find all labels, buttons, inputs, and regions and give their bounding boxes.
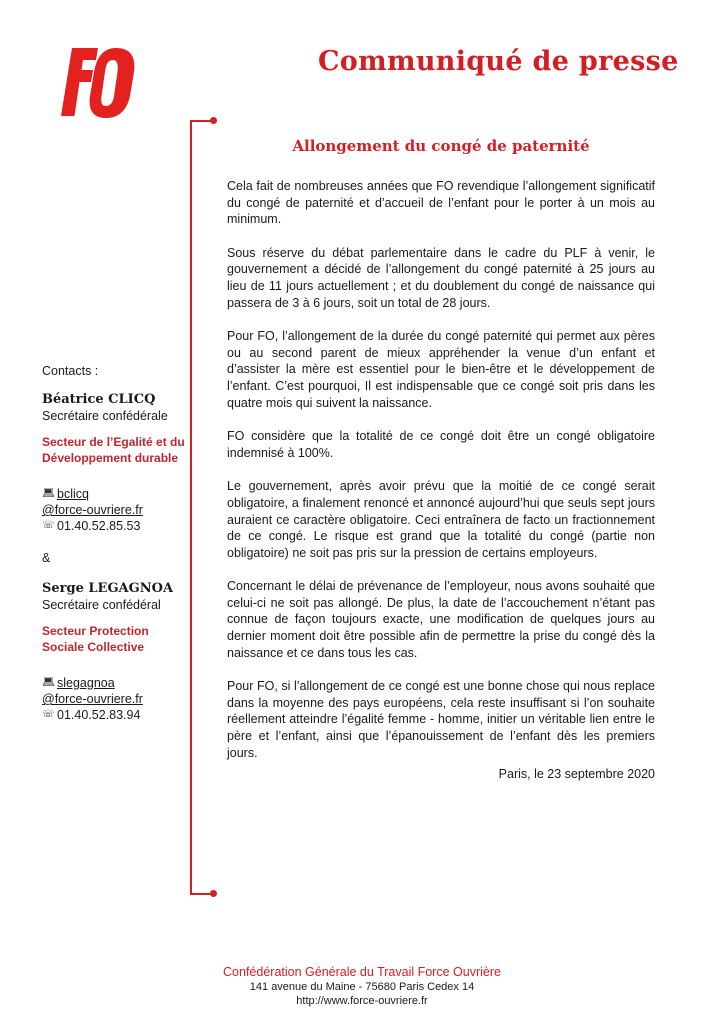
footer-website[interactable]: http://www.force-ouvriere.fr [296,995,428,1007]
phone-number: 01.40.52.85.53 [57,519,141,533]
decorative-dot [210,117,217,124]
contact-role: Secrétaire confédérale [42,409,168,423]
contact-card [42,580,192,723]
computer-icon: 💻︎ [42,677,55,688]
contact-email[interactable] [42,486,192,502]
article-body [227,178,655,778]
press-release-title: Communiqué de presse [318,46,679,77]
email-domain[interactable]: @force-ouvriere.fr [42,692,143,706]
sector-line: Secteur de l’Egalité et du [42,435,185,449]
page-footer [0,964,724,1008]
contact-name: Béatrice CLICQ [42,392,156,407]
contacts-separator: & [42,551,51,565]
footer-org: Confédération Générale du Travail Force Ouvrière [223,965,501,979]
article-title: Allongement du congé de paternité [292,137,590,155]
contact-phone [42,518,192,534]
contact-name: Serge LEGAGNOA [42,581,174,596]
contact-card [42,391,192,534]
contact-phone [42,707,192,723]
paragraph: Le gouvernement, après avoir prévu que la moitié de ce congé serait obligatoire, a finalement renoncé et annoncé aujourd’hui que seuls sept jours auraient ce caractère obligatoire. Ceci entraînera de facto un fractionnement de ce congé. Le risque est grand que la totalité du congé (partie non obligatoire) ne soit pas pris sur la pression de certains employeurs. [227,479,655,560]
email-user[interactable]: bclicq [57,487,89,501]
phone-icon: ☏ [42,709,55,720]
contact-sector [42,623,192,655]
contact-sector [42,434,192,466]
contact-role: Secrétaire confédéral [42,598,161,612]
decorative-dot [210,890,217,897]
sector-line: Sociale Collective [42,640,145,654]
paragraph: FO considère que la totalité de ce congé doit être un congé obligatoire indemnisé à 100%. [227,429,655,460]
contact-email-domain[interactable] [42,691,192,707]
contacts-sidebar [42,363,192,723]
phone-icon: ☏ [42,520,55,531]
paragraph: Concernant le délai de prévenance de l’employeur, nous avons souhaité que celui-ci ne soit pas allongé. De plus, la date de l’accouchement n’étant pas connue de façon toujours exacte, une modification de quelques jours au dernier moment doit être possible afin de permettre la prise du congé dès la naissance et ce dans tous les cas. [227,579,655,660]
paragraph: Pour FO, l’allongement de la durée du congé paternité qui permet aux pères ou au second parent de mieux appréhender la venue d’un enfant et d’assister la mère est essentiel pour le bien-être et le développement de l’enfant. C’est pourquoi, Il est indispensable que ce congé soit pris dans les quatre mois qui suivent la naissance. [227,329,655,410]
paragraph: Sous réserve du débat parlementaire dans le cadre du PLF à venir, le gouvernement a décidé de l’allongement du congé paternité à 25 jours au lieu de 11 jours actuellement ; et du doublement du congé de naissance qui passera de 3 à 6 jours, soit un total de 28 jours. [227,245,655,310]
date-signature: Paris, le 23 septembre 2020 [498,767,655,781]
footer-address: 141 avenue du Maine - 75680 Paris Cedex 14 [249,981,475,993]
contact-email[interactable] [42,675,192,691]
phone-number: 01.40.52.83.94 [57,708,141,722]
sector-line: Développement durable [42,451,179,465]
email-user[interactable]: slegagnoa [57,676,115,690]
decorative-line [190,120,212,122]
sector-line: Secteur Protection [42,624,149,638]
fo-logo [58,42,138,122]
email-domain[interactable]: @force-ouvriere.fr [42,503,143,517]
computer-icon: 💻︎ [42,488,55,499]
contact-email-domain[interactable] [42,502,192,518]
paragraph: Pour FO, si l’allongement de ce congé est une bonne chose qui nous replace dans la moyenne des pays européens, cela reste insuffisant si l’on souhaite réellement atteindre l’égalité femme - homme, initier un véritable lien entre le père et l’enfant, ainsi que l’épanouissement de l’enfant dès les premiers jours. [227,679,655,760]
paragraph: Cela fait de nombreuses années que FO revendique l’allongement significatif du congé de paternité et d’accueil de l’enfant pour le porter à un mois au minimum. [227,179,655,227]
contacts-heading: Contacts : [42,364,99,378]
fo-logo-mark [58,42,138,122]
decorative-line [190,893,212,895]
